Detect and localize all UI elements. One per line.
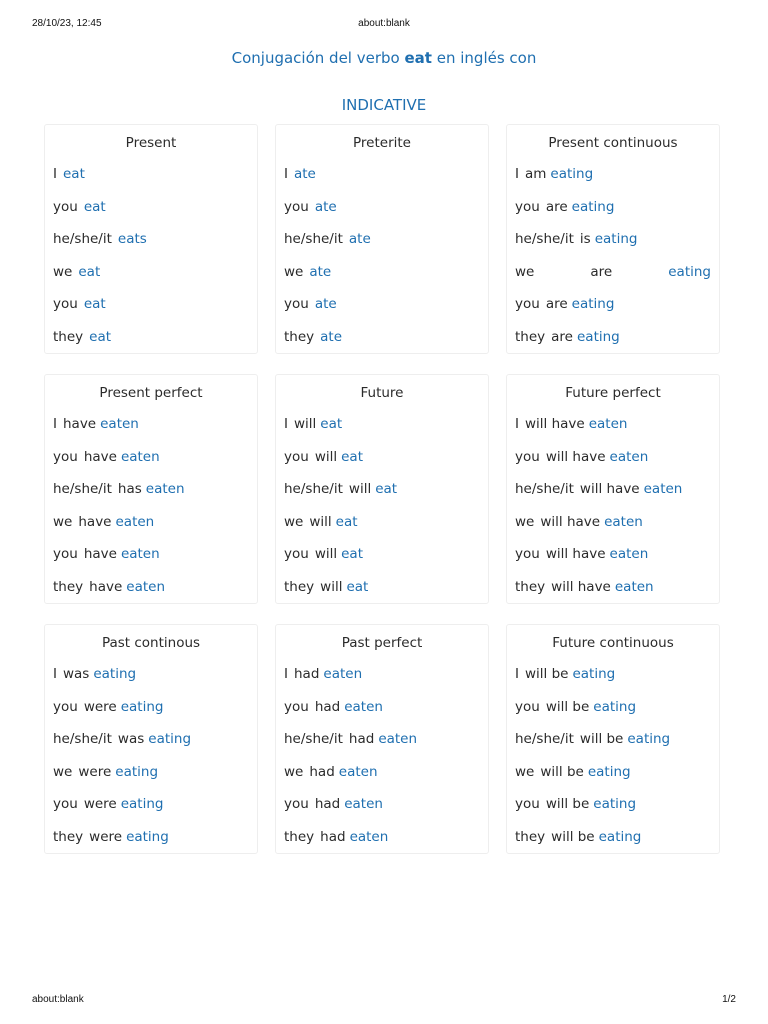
verb-form: eating [120, 698, 164, 715]
conjugation-row [276, 506, 488, 539]
auxiliary: had [314, 698, 341, 715]
conjugation-row [276, 571, 488, 604]
conjugation-row [507, 691, 719, 724]
tense-title: Preterite [353, 135, 411, 151]
conjugation-row [45, 191, 257, 224]
verb-form: eat [320, 416, 343, 432]
auxiliary: will be [579, 731, 624, 748]
page-number: 1/2 [722, 994, 736, 1005]
tense-card [275, 374, 489, 604]
pronoun: he/she/it [515, 481, 574, 498]
pronoun: I [53, 166, 57, 182]
conjugation-row [507, 538, 719, 571]
verb-form: eaten [344, 698, 383, 715]
pronoun: you [53, 296, 78, 313]
verb-form: eaten [604, 513, 643, 530]
verb-form: ate [320, 328, 343, 345]
tense-card [44, 624, 258, 854]
auxiliary: had [320, 828, 346, 845]
conjugation-row [276, 321, 488, 354]
verb-form: eaten [349, 828, 389, 845]
conjugation-row [276, 788, 488, 821]
auxiliary: will have [545, 448, 606, 465]
auxiliary: will [314, 546, 338, 563]
conjugation-row [45, 506, 257, 539]
auxiliary: will have [551, 578, 611, 595]
verb-form: eat [62, 166, 85, 182]
pronoun: he/she/it [284, 231, 343, 248]
conjugation-row [276, 473, 488, 506]
verb-form: eat [83, 296, 106, 313]
pronoun: I [515, 166, 519, 182]
verb-form: eating [120, 796, 164, 813]
auxiliary: will be [524, 666, 569, 682]
auxiliary: have [83, 448, 117, 465]
auxiliary: has [117, 481, 142, 498]
verb-form: ate [309, 263, 332, 280]
pronoun: he/she/it [53, 231, 112, 248]
title-prefix: Conjugación del verbo [231, 49, 400, 67]
tense-card [506, 374, 720, 604]
section-heading: INDICATIVE [341, 96, 427, 114]
verb-form: eating [668, 263, 711, 280]
verb-form: eating [593, 698, 637, 715]
verb-form: eating [593, 796, 637, 813]
conjugation-row [507, 788, 719, 821]
verb-form: eaten [344, 796, 383, 813]
verb-form: eating [93, 666, 137, 682]
conjugation-row [507, 821, 719, 854]
auxiliary: were [78, 763, 112, 780]
pronoun: you [515, 796, 540, 813]
conjugation-row [507, 158, 719, 191]
pronoun: you [284, 448, 309, 465]
pronoun: you [284, 796, 309, 813]
conjugation-row [507, 288, 719, 321]
print-header [32, 18, 736, 32]
conjugation-row [45, 691, 257, 724]
conjugation-row [276, 691, 488, 724]
verb-form: eaten [338, 763, 378, 780]
verb-form: eating [148, 731, 192, 748]
pronoun: they [284, 578, 315, 595]
verb-form: ate [293, 166, 316, 182]
auxiliary: were [83, 796, 117, 813]
pronoun: we [284, 513, 304, 530]
auxiliary: are [590, 263, 613, 280]
conjugation-row [45, 256, 257, 289]
title-suffix: en inglés con [436, 49, 537, 67]
auxiliary: will [293, 416, 317, 432]
tense-card [275, 624, 489, 854]
conjugation-row [507, 408, 719, 441]
verb-form: eaten [614, 578, 654, 595]
verb-form: eat [83, 198, 106, 215]
conjugation-row [45, 473, 257, 506]
conjugation-row [276, 756, 488, 789]
conjugation-row [45, 441, 257, 474]
pronoun: you [53, 546, 78, 563]
verb-form: ate [348, 231, 371, 248]
conjugation-row [276, 441, 488, 474]
auxiliary: have [89, 578, 123, 595]
auxiliary: is [579, 231, 591, 248]
verb-form: eaten [145, 481, 185, 498]
pronoun: you [53, 198, 78, 215]
conjugation-row [45, 408, 257, 441]
pronoun: he/she/it [284, 481, 343, 498]
auxiliary: am [524, 166, 547, 182]
auxiliary: will [320, 578, 343, 595]
conjugation-row [45, 223, 257, 256]
auxiliary: had [314, 796, 341, 813]
auxiliary: were [89, 828, 123, 845]
pronoun: I [284, 416, 288, 432]
pronoun: he/she/it [53, 731, 112, 748]
verb-form: eats [117, 231, 147, 248]
pronoun: I [515, 666, 519, 682]
tense-card [275, 124, 489, 354]
auxiliary: have [78, 513, 112, 530]
conjugation-grid [44, 124, 721, 854]
pronoun: you [53, 796, 78, 813]
pronoun: we [515, 763, 535, 780]
auxiliary: will have [545, 546, 606, 563]
conjugation-row [276, 158, 488, 191]
verb-form: eat [78, 263, 101, 280]
pronoun: he/she/it [515, 231, 574, 248]
conjugation-row [45, 756, 257, 789]
verb-form: eaten [323, 666, 363, 682]
pronoun: they [53, 328, 84, 345]
conjugation-row [276, 658, 488, 691]
tense-title: Past continous [101, 635, 201, 651]
verb-form: eating [594, 231, 638, 248]
pronoun: you [53, 698, 78, 715]
conjugation-row [45, 821, 257, 854]
auxiliary: will [314, 448, 338, 465]
verb-form: eating [126, 828, 169, 845]
conjugation-row [507, 441, 719, 474]
pronoun: you [284, 296, 309, 313]
auxiliary: will [348, 481, 372, 498]
auxiliary: will be [545, 796, 590, 813]
print-footer-url: about:blank [32, 994, 84, 1005]
verb-form: eating [571, 198, 615, 215]
auxiliary: will be [551, 828, 595, 845]
conjugation-row [276, 256, 488, 289]
verb-form: eating [587, 763, 631, 780]
verb-form: eating [627, 731, 671, 748]
verb-form: eaten [120, 448, 160, 465]
pronoun: I [53, 666, 57, 682]
pronoun: you [284, 546, 309, 563]
auxiliary: are [545, 296, 568, 313]
auxiliary: had [348, 731, 375, 748]
pronoun: he/she/it [53, 481, 112, 498]
verb-form: ate [314, 198, 337, 215]
print-header-url: about:blank [358, 18, 410, 29]
conjugation-row [45, 158, 257, 191]
tense-card [506, 624, 720, 854]
auxiliary: was [117, 731, 145, 748]
conjugation-row [276, 288, 488, 321]
pronoun: you [284, 698, 309, 715]
conjugation-row [507, 658, 719, 691]
verb-form: eat [335, 513, 358, 530]
pronoun: you [515, 546, 540, 563]
tense-card [44, 124, 258, 354]
pronoun: they [515, 328, 546, 345]
auxiliary: had [309, 763, 335, 780]
verb-form: eating [115, 763, 159, 780]
conjugation-row [507, 506, 719, 539]
verb-form: eat [346, 578, 369, 595]
auxiliary: will be [545, 698, 590, 715]
conjugation-row [45, 788, 257, 821]
pronoun: you [515, 448, 540, 465]
auxiliary: will be [540, 763, 584, 780]
verb-form: eaten [588, 416, 628, 432]
verb-form: ate [314, 296, 337, 313]
verb-form: eat [375, 481, 398, 498]
pronoun: you [53, 448, 78, 465]
pronoun: they [53, 578, 84, 595]
verb-form: eaten [100, 416, 139, 432]
conjugation-row [507, 723, 719, 756]
auxiliary: was [62, 666, 90, 682]
verb-form: eaten [126, 578, 166, 595]
verb-form: eating [550, 166, 594, 182]
tense-title: Present continuous [548, 135, 678, 151]
pronoun: I [515, 416, 519, 432]
conjugation-row [507, 256, 719, 289]
pronoun: he/she/it [284, 731, 343, 748]
conjugation-row [45, 321, 257, 354]
conjugation-row [507, 756, 719, 789]
auxiliary: will [309, 513, 332, 530]
pronoun: you [515, 198, 540, 215]
pronoun: we [515, 263, 535, 280]
tense-card [506, 124, 720, 354]
pronoun: you [515, 296, 540, 313]
tense-card [44, 374, 258, 604]
auxiliary: have [62, 416, 97, 432]
tense-title: Present [125, 135, 177, 151]
conjugation-row [45, 288, 257, 321]
conjugation-row [276, 223, 488, 256]
verb-form: eating [572, 666, 616, 682]
auxiliary: are [551, 328, 573, 345]
conjugation-row [45, 538, 257, 571]
conjugation-row [507, 191, 719, 224]
tense-title: Present perfect [99, 385, 203, 401]
pronoun: we [515, 513, 535, 530]
tense-title: Future perfect [565, 385, 661, 401]
pronoun: you [284, 198, 309, 215]
pronoun: they [515, 578, 546, 595]
pronoun: we [53, 763, 73, 780]
auxiliary: will have [579, 481, 640, 498]
print-datetime: 28/10/23, 12:45 [32, 18, 102, 29]
pronoun: you [515, 698, 540, 715]
verb-form: eating [598, 828, 642, 845]
pronoun: we [284, 263, 304, 280]
conjugation-row [45, 723, 257, 756]
pronoun: we [53, 513, 73, 530]
conjugation-row [507, 223, 719, 256]
conjugation-row [276, 191, 488, 224]
tense-title: Future continuous [552, 635, 674, 651]
verb-form: eaten [609, 546, 649, 563]
title-verb: eat [404, 49, 432, 67]
tense-title: Future [360, 385, 404, 401]
pronoun: I [284, 166, 288, 182]
pronoun: they [515, 828, 546, 845]
verb-form: eat [341, 448, 363, 465]
auxiliary: will have [540, 513, 601, 530]
auxiliary: have [83, 546, 117, 563]
conjugation-row [45, 571, 257, 604]
page-title [0, 49, 768, 67]
auxiliary: were [83, 698, 117, 715]
conjugation-row [45, 658, 257, 691]
verb-form: eaten [115, 513, 155, 530]
tense-title: Past perfect [341, 635, 423, 651]
auxiliary: will have [524, 416, 585, 432]
auxiliary: had [293, 666, 320, 682]
conjugation-row [507, 571, 719, 604]
auxiliary: are [545, 198, 568, 215]
pronoun: I [284, 666, 288, 682]
verb-form: eating [577, 328, 620, 345]
verb-form: eaten [120, 546, 160, 563]
verb-form: eaten [609, 448, 649, 465]
verb-form: eaten [378, 731, 418, 748]
verb-form: eat [341, 546, 363, 563]
verb-form: eaten [643, 481, 683, 498]
pronoun: we [284, 763, 304, 780]
pronoun: they [284, 828, 315, 845]
pronoun: I [53, 416, 57, 432]
pronoun: we [53, 263, 73, 280]
pronoun: they [53, 828, 84, 845]
conjugation-row [276, 408, 488, 441]
conjugation-row [276, 538, 488, 571]
conjugation-row [276, 723, 488, 756]
pronoun: he/she/it [515, 731, 574, 748]
conjugation-row [507, 473, 719, 506]
verb-form: eat [89, 328, 112, 345]
conjugation-row [276, 821, 488, 854]
conjugation-row [507, 321, 719, 354]
verb-form: eating [571, 296, 615, 313]
print-footer [32, 994, 736, 1008]
pronoun: they [284, 328, 315, 345]
